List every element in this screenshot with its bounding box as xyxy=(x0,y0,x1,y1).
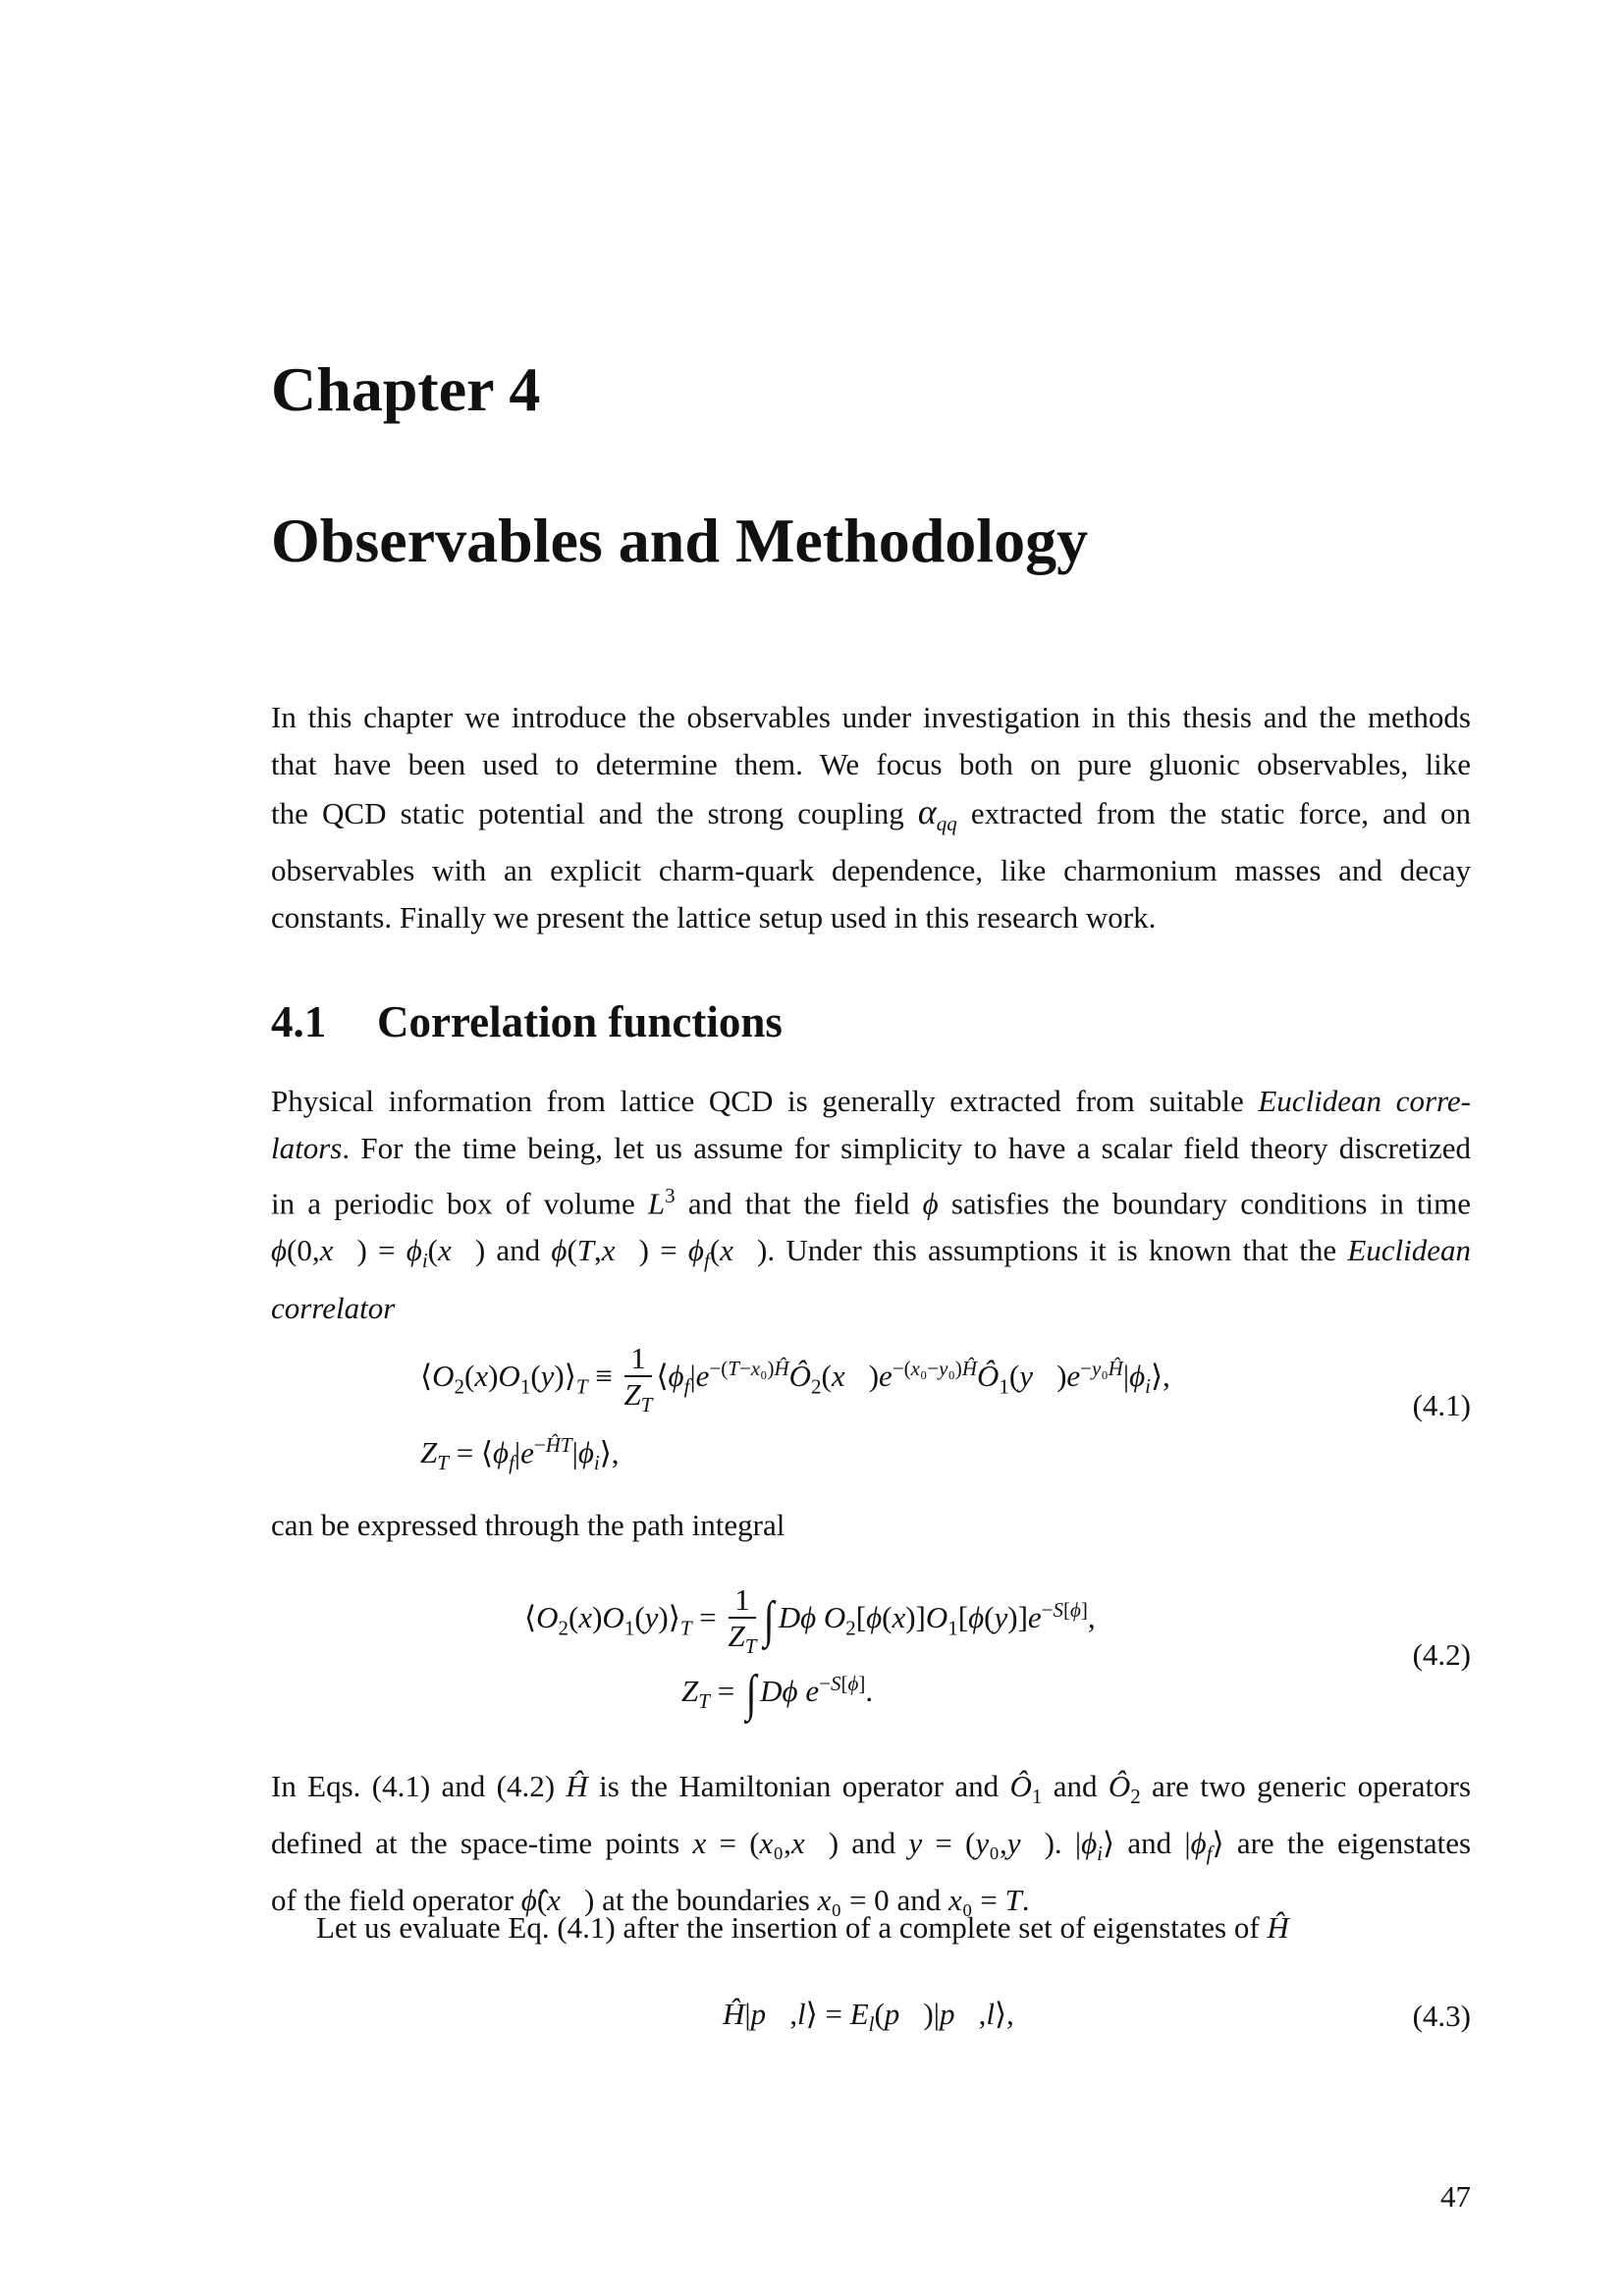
chapter-title: Observables and Methodology xyxy=(271,506,1089,575)
section-number: 4.1 xyxy=(271,997,327,1046)
transition-paragraph xyxy=(271,1502,1471,1549)
paragraph-line: Physical information from lattice QCD is generally extracted from suitable Euclidean corre- xyxy=(271,1084,1471,1118)
page-number: 47 xyxy=(1440,2179,1471,2214)
intro-line: that have been used to determine them. We focus both on pure gluonic observables, like xyxy=(271,747,1471,781)
equation-4-2-line1: $⟨O_2(x)O_1(y)⟩_T$ = $\frac{1}{Z_T}$ ∫ Dϕ $O_2[\phi(x)]O_1[\phi(y)]e^{-S[\phi]}$, xyxy=(524,1582,1096,1659)
eigenstates-paragraph xyxy=(271,1904,1471,1951)
paragraph-line: in a periodic box of volume $L^3$ and that the field ϕ satisfies the boundary conditions in time xyxy=(271,1184,1471,1221)
equation-number: (4.1) xyxy=(1412,1388,1471,1422)
paragraph-line: lators. For the time being, let us assume for simplicity to have a scalar field theory discretized xyxy=(271,1131,1471,1165)
equation-4-1-line1: $⟨O_2(x)O_1(y)⟩_T$ ≡ $\frac{1}{Z_T}$ $⟨\phi_f|e^{-(T-x_0)Ĥ}Ô_2(x⃗)e^{-(x_0-y_0)Ĥ}Ô_1(y⃗)e^{-y_0Ĥ}|\phi_i⟩$, xyxy=(420,1341,1170,1417)
paragraph-line: ϕ(0,x⃗) = $\phi_i(x⃗)$ and ϕ(T,x⃗) = $\phi_f(x⃗)$. Under this assumptions it is known that the Euclidean xyxy=(271,1233,1472,1273)
intro-line: the QCD static potential and the strong coupling $\alpha_{qq}$ extracted from the static force, and on xyxy=(271,792,1471,836)
section-title: Correlation functions xyxy=(377,997,783,1046)
equation-4-2-line2: $Z_T$ = ∫ Dϕ $e^{-S[\phi]}$. xyxy=(681,1666,874,1722)
intro-line: In this chapter we introduce the observables under investigation in this thesis and the methods xyxy=(271,700,1471,734)
equation-4-1-line2: $Z_T$ = $⟨\phi_f|e^{-ĤT}|\phi_i⟩$, xyxy=(420,1433,620,1475)
chapter-label: Chapter 4 xyxy=(271,354,541,424)
operators-paragraph xyxy=(271,1763,1471,1924)
paragraph-line: In Eqs. (4.1) and (4.2) Ĥ is the Hamiltonian operator and $Ô_1$ and $Ô_2$ are two generic operators xyxy=(271,1769,1472,1809)
paragraph-line: can be expressed through the path integral xyxy=(271,1508,785,1542)
section-heading xyxy=(271,995,783,1048)
equation-number: (4.3) xyxy=(1412,1999,1471,2033)
equation-number: (4.2) xyxy=(1412,1637,1471,1672)
paragraph-line: of the field operator ϕ̂(x⃗) at the boundaries x₀ = 0 and x₀ = T. xyxy=(271,1883,1030,1918)
correlator-paragraph xyxy=(271,1078,1471,1332)
intro-line: constants. Finally we present the lattice setup used in this research work. xyxy=(271,900,1157,935)
paragraph-line: Let us evaluate Eq. (4.1) after the insertion of a complete set of eigenstates of Ĥ xyxy=(316,1910,1289,1945)
equation-4-3: Ĥ|p⃗,l⟩ = $E_l(p⃗)|p⃗,l⟩$, xyxy=(723,1997,1014,2037)
paragraph-line: defined at the space-time points x = (x₀,x⃗) and y = (y₀,y⃗). $|\phi_i⟩$ and $|\phi_f⟩$ are the eigenstates xyxy=(271,1826,1472,1866)
intro-line: observables with an explicit charm-quark dependence, like charmonium masses and decay xyxy=(271,853,1471,888)
intro-paragraph xyxy=(271,694,1471,941)
paragraph-line: correlator xyxy=(271,1290,396,1325)
